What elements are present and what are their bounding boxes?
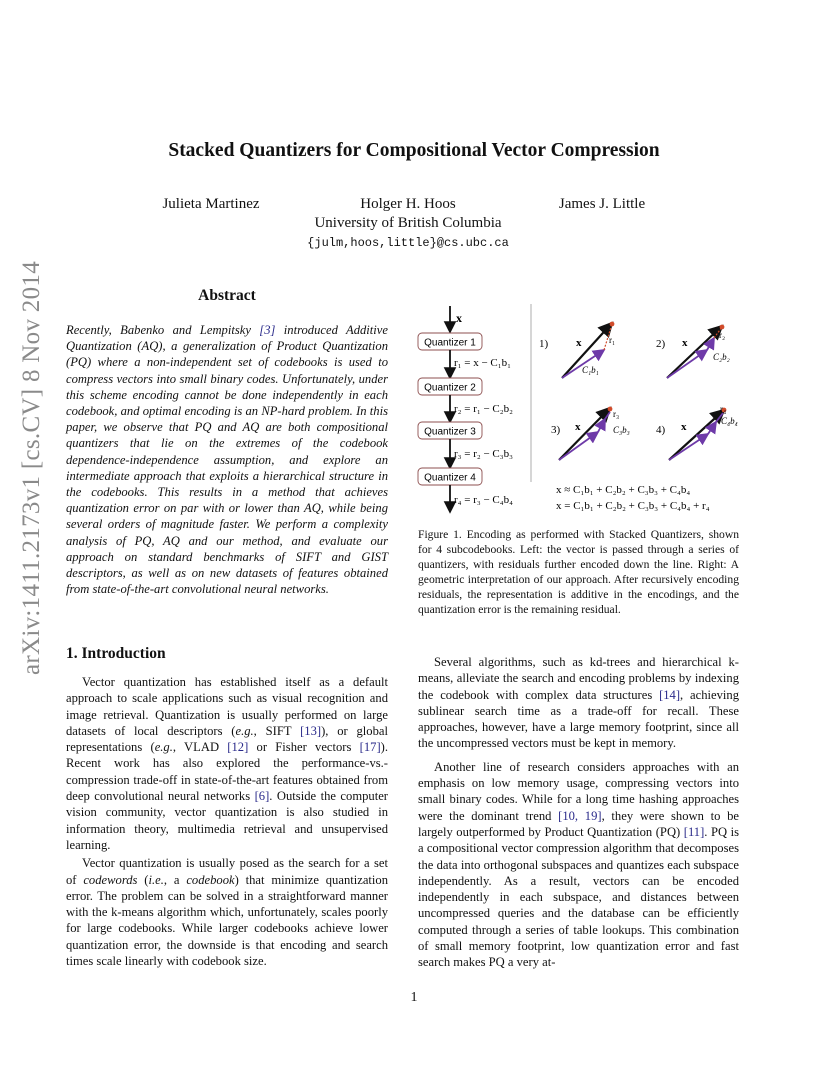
panel-3-number: 3): [551, 424, 561, 436]
citation-link[interactable]: [3]: [259, 323, 276, 337]
panel-3: [551, 407, 630, 460]
author-little: James J. Little: [558, 196, 646, 212]
panel-2-x: x: [682, 337, 688, 349]
quantizer-1-label: Quantizer 1: [424, 337, 476, 349]
residual-4-eq: r₄ = r₃ − C₄b₄: [454, 494, 513, 506]
quantizer-4-box: [418, 468, 482, 485]
page-number: 1: [410, 990, 418, 1005]
citation-link[interactable]: [11]: [683, 824, 705, 839]
abstract-text-start: Recently, Babenko and Lempitsky: [66, 323, 260, 337]
residual-2-eq: r₂ = r₁ − C₂b₂: [454, 403, 513, 415]
abstract-text-rest: introduced Additive Quantization (AQ), a generalization of Product Quantization (PQ) where a non-independent set of codebooks is used to compress vectors into small binary codes. Unfortunately, under this scheme encoding cannot be done independently in each codebook, and optimal encoding is an NP-hard problem. In this paper, we observe that PQ and AQ are both compositional quantizers that lie on the extremes of the codebook dependence-independence assumption, and explore an intermediate approach that exploits a hierarchical structure in the codebooks. This results in a method that achieves quantization error on par with or lower than AQ, while being several orders of magnitude faster. We perform a complexity analysis of PQ, AQ and our method, and evaluate our approach on standard benchmarks of SIFT and GIST descriptors, as well as on new datasets of features obtained from state-of-the-art convolutional neural networks.: [66, 323, 388, 597]
panel-2-residual: r₂: [719, 330, 726, 340]
author-email: {julm,hoos,little}@cs.ubc.ca: [307, 236, 509, 250]
intro-paragraph-3: Several algorithms, such as kd-trees and hierarchical k-means, alleviate the search and encoding problems by indexing the codebook with complex data structures [14], achieving sublinear search time as a trade-off for recall. These approaches, however, have a large memory footprint, since all the uncompressed vectors must be kept in memory.: [418, 655, 739, 751]
panel-1: [539, 322, 615, 378]
quantizer-2-box: [418, 378, 482, 395]
left-column: [66, 674, 388, 969]
input-x-label: x: [456, 311, 462, 325]
panel-2-number: 2): [656, 338, 666, 350]
equation-exact: x = C₁b₁ + C₂b₂ + C₃b₃ + C₄b₄ + r₄: [556, 500, 710, 512]
panel-4-number: 4): [656, 424, 666, 436]
quantizer-3-label: Quantizer 3: [424, 426, 476, 438]
intro-paragraph-1: Vector quantization has established itself as a default approach to scale applications such as visual recognition and image retrieval. Quantization is usually performed on large datasets of local descriptors (e.g., SIFT [13]), or global representations (e.g., VLAD [12] or Fisher vectors [17]). Recent work has also explored the performance-vs.-compression trade-off in state-of-the-art features obtained from deep convolutional neural networks [6]. Outside the computer vision community, vector quantization is also studied in information theory, multimedia retrieval and unsupervised learning.: [66, 675, 388, 852]
affiliation: University of British Columbia: [314, 215, 502, 231]
panel-1-residual: r₁: [609, 335, 616, 345]
quantizer-2-label: Quantizer 2: [424, 382, 476, 394]
panel-1-number: 1): [539, 338, 549, 350]
abstract-body: [66, 322, 388, 597]
citation-link[interactable]: [12]: [227, 740, 249, 755]
citation-link[interactable]: [6]: [254, 789, 270, 804]
intro-paragraph-2: Vector quantization is usually posed as the search for a set of codewords (i.e., a codebook) that minimize quantization error. The problem can be solved in a straightforward manner with the k-means algorithm which, unfortunately, scales poorly for large codebooks. While larger codebooks achieve lower quantization error, the downside is that encoding and search times scale linearly with codebook size.: [66, 856, 389, 969]
panel-2-codeword: C₂b₂: [713, 352, 730, 362]
panel-4-x: x: [681, 421, 687, 433]
panel-4-codeword: C₄b₄: [721, 416, 738, 426]
panel-3-x: x: [575, 421, 581, 433]
author-martinez: Julieta Martinez: [162, 196, 260, 212]
citation-link[interactable]: [13]: [300, 723, 322, 738]
abstract-heading: Abstract: [198, 287, 256, 304]
residual-3-eq: r₃ = r₂ − C₃b₃: [454, 448, 513, 460]
panel-3-codeword: C₃b₃: [613, 425, 630, 435]
equation-approx: x ≈ C₁b₁ + C₂b₂ + C₃b₃ + C₄b₄: [556, 484, 691, 496]
arxiv-stamp: arXiv:1411.2173v1 [cs.CV] 8 Nov 2014: [18, 261, 45, 675]
paper-title: Stacked Quantizers for Compositional Vector Compression: [168, 140, 660, 161]
figure-caption: Figure 1. Encoding as performed with Stacked Quantizers, shown for 4 subcodebooks. Left: the vector is passed through a series of quantizers, with residuals further encoded down the line. Right: A geometric interpretation of our approach. After recursively encoding residuals, the representation is additive in the encodings, and the quantization error is the remaining residual.: [418, 528, 739, 616]
citation-link[interactable]: [10, 19]: [558, 808, 602, 823]
section-heading-introduction: 1. Introduction: [66, 645, 166, 662]
author-hoos: Holger H. Hoos: [360, 196, 456, 212]
panel-3-residual: r₃: [613, 409, 620, 419]
panel-1-codeword: C₁b₁: [582, 365, 599, 375]
right-column: [418, 654, 739, 971]
quantizer-4-label: Quantizer 4: [424, 472, 476, 484]
panel-4-residual: r₄: [720, 404, 727, 414]
quantizer-3-box: [418, 422, 482, 439]
residual-1-eq: r₁ = x − C₁b₁: [454, 357, 511, 369]
panel-1-x: x: [576, 337, 582, 349]
citation-link[interactable]: [17]: [359, 740, 381, 755]
figure-1: [412, 300, 757, 520]
quantizer-1-box: [418, 333, 482, 350]
citation-link[interactable]: [14]: [659, 687, 681, 702]
intro-paragraph-4: Another line of research considers approaches with an emphasis on low memory usage, compressing vectors into small binary codes. While for a long time hashing approaches were the dominant trend [10, 19], they were shown to be largely outperformed by Product Quantization (PQ) [11]. PQ is a compositional vector compression algorithm that decomposes the data into orthogonal subspaces and quantizes each subspace independently. As a result, vectors can be encoded independently in each subspace, and distances between uncompressed queries and the database can be efficiently computed through a series of table lookups. This combination of small memory footprint, low quantization error and fast search makes PQ a very at-: [418, 759, 739, 970]
panel-2: [656, 325, 730, 378]
panel-4: [656, 404, 738, 460]
